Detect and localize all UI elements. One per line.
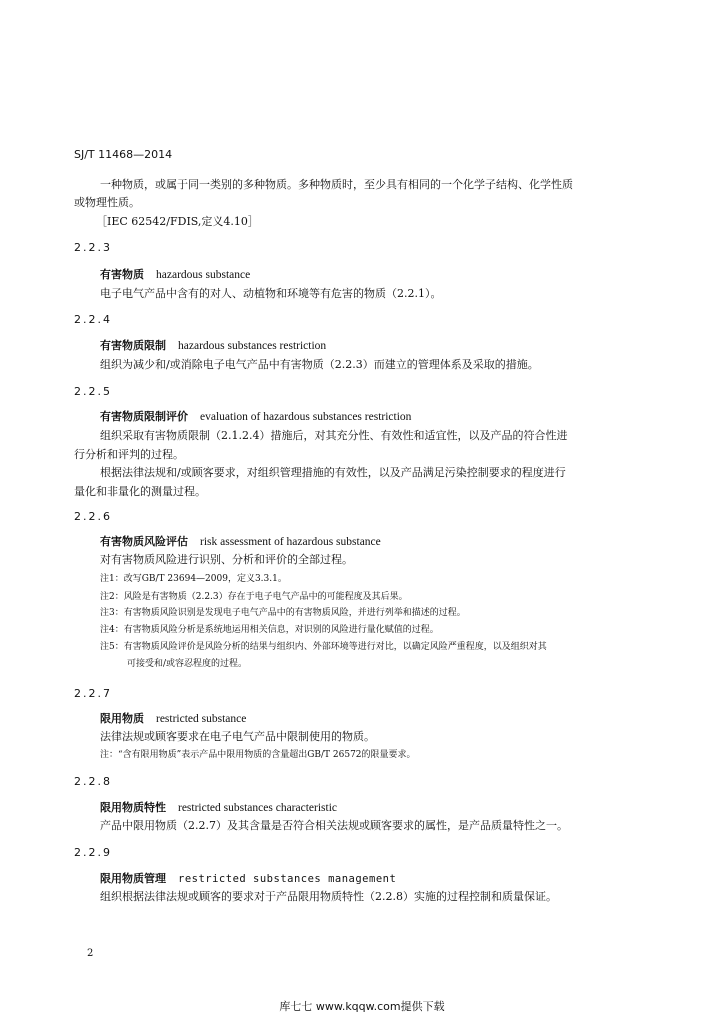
- term-english: hazardous substance: [156, 269, 251, 281]
- intro-line-1: 一种物质，或属于同一类别的多种物质。多种物质时，至少具有相同的一个化学子结构、化学性质: [100, 178, 573, 191]
- note-2: 注2：风险是有害物质（2.2.3）存在于电子电气产品中的可能程度及其后果。: [100, 592, 408, 602]
- term-heading: [100, 870, 396, 886]
- term-chinese: 有害物质: [100, 268, 144, 281]
- term-heading: [100, 533, 381, 549]
- term-chinese: 限用物质特性: [100, 801, 166, 814]
- term-definition-cont: 行分析和评判的过程。: [74, 448, 184, 461]
- term-definition: 产品中限用物质（2.2.7）及其含量是否符合相关法规或顾客要求的属性，是产品质量特性之一。: [100, 819, 568, 832]
- note-5-cont: 可接受和/或容忍程度的过程。: [127, 659, 248, 669]
- term-chinese: 限用物质: [100, 712, 144, 725]
- download-footer: 库七七 www.kqqw.com提供下载: [279, 1000, 445, 1013]
- term-definition-cont: 量化和非量化的测量过程。: [74, 485, 206, 498]
- term-definition: 组织为减少和/或消除电子电气产品中有害物质（2.2.3）而建立的管理体系及采取的措施。: [100, 358, 539, 371]
- term-definition: 电子电气产品中含有的对人、动植物和环境等有危害的物质（2.2.1）。: [100, 287, 442, 300]
- intro-reference: ［IEC 62542/FDIS,定义4.10］: [96, 215, 259, 228]
- note-3: 注3：有害物质风险识别是发现电子电气产品中的有害物质风险，并进行列举和描述的过程。: [100, 608, 466, 618]
- term-chinese: 有害物质风险评估: [100, 535, 188, 548]
- term-definition: 根据法律法规和/或顾客要求，对组织管理措施的有效性，以及产品满足污染控制要求的程度进行: [100, 466, 566, 479]
- term-english: restricted substances characteristic: [178, 802, 338, 814]
- note-4: 注4：有害物质风险分析是系统地运用相关信息，对识别的风险进行量化赋值的过程。: [100, 625, 439, 635]
- note-1: 注1：改写GB/T 23694—2009，定义3.3.1。: [100, 574, 287, 584]
- term-chinese: 有害物质限制评价: [100, 410, 188, 423]
- page-number: 2: [87, 948, 94, 959]
- section-number: 2.2.3: [74, 241, 112, 254]
- term-heading: [100, 408, 411, 424]
- standard-code-header: SJ/T 11468—2014: [74, 148, 173, 161]
- term-heading: [100, 799, 337, 815]
- intro-line-2: 或物理性质。: [74, 196, 140, 209]
- section-number: 2.2.7: [74, 687, 112, 700]
- section-number: 2.2.6: [74, 510, 112, 523]
- term-heading: [100, 710, 246, 726]
- note: 注：“含有限用物质”表示产品中限用物质的含量超出GB/T 26572的限量要求。: [100, 750, 416, 760]
- term-chinese: 限用物质管理: [100, 872, 166, 885]
- section-number: 2.2.9: [74, 846, 112, 859]
- section-number: 2.2.4: [74, 313, 112, 326]
- term-heading: [100, 337, 326, 353]
- term-english: restricted substance: [156, 713, 247, 725]
- term-definition: 对有害物质风险进行识别、分析和评价的全部过程。: [100, 553, 353, 566]
- term-english: risk assessment of hazardous substance: [200, 536, 381, 548]
- term-chinese: 有害物质限制: [100, 339, 166, 352]
- section-number: 2.2.5: [74, 385, 112, 398]
- term-english: evaluation of hazardous substances restriction: [200, 411, 412, 423]
- term-english: hazardous substances restriction: [178, 340, 327, 352]
- note-5: 注5：有害物质风险评价是风险分析的结果与组织内、外部环境等进行对比，以确定风险严重程度，以及组织对其: [100, 642, 547, 652]
- section-number: 2.2.8: [74, 775, 112, 788]
- term-definition: 法律法规或顾客要求在电子电气产品中限制使用的物质。: [100, 730, 375, 743]
- term-definition: 组织采取有害物质限制（2.1.2.4）措施后，对其充分性、有效性和适宜性，以及产品的符合性进: [100, 429, 568, 442]
- term-definition: 组织根据法律法规或顾客的要求对于产品限用物质特性（2.2.8）实施的过程控制和质量保证。: [100, 890, 557, 903]
- term-english: restricted substances management: [178, 873, 397, 885]
- term-heading: [100, 266, 250, 282]
